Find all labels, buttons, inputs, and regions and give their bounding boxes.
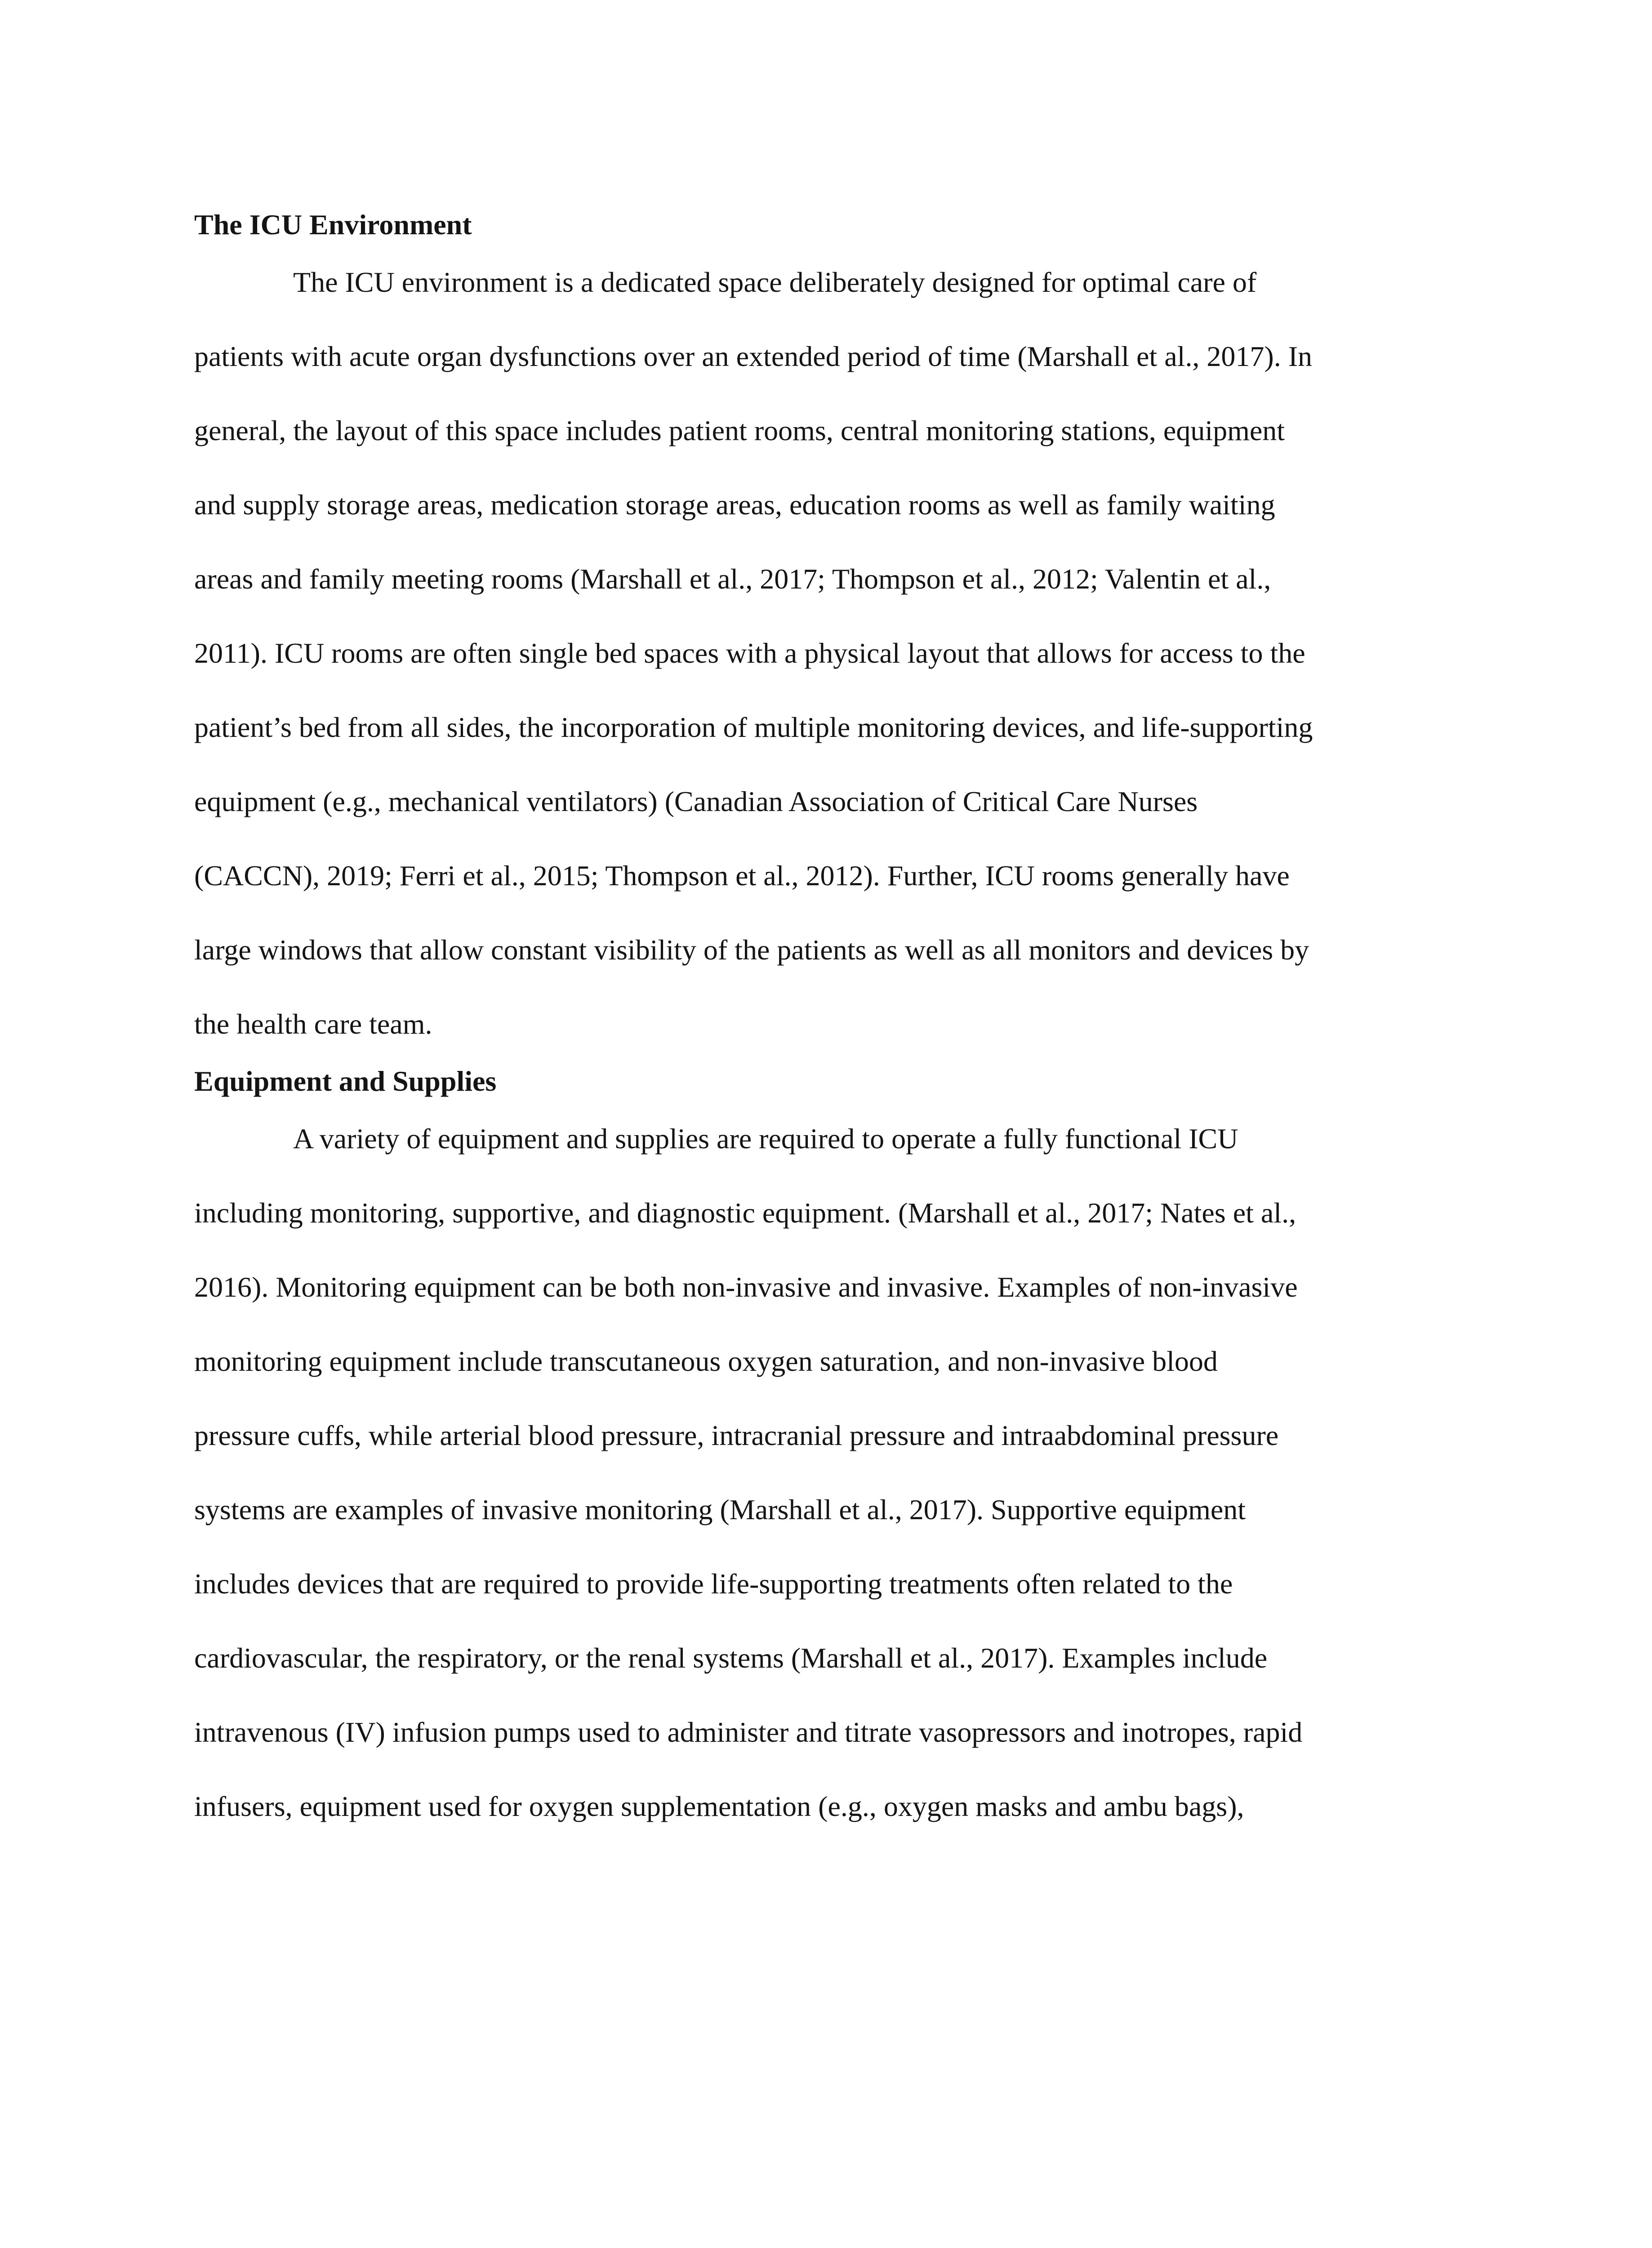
paragraph-line: (CACCN), 2019; Ferri et al., 2015; Thompson et al., 2012). Further, ICU rooms generally have xyxy=(194,860,1290,892)
paragraph-line: patient’s bed from all sides, the incorporation of multiple monitoring devices, and life-supporting xyxy=(194,711,1313,743)
paragraph-line: including monitoring, supportive, and diagnostic equipment. (Marshall et al., 2017; Nates et al., xyxy=(194,1197,1296,1229)
paragraph-line: 2011). ICU rooms are often single bed spaces with a physical layout that allows for access to the xyxy=(194,637,1305,669)
paragraph-line: pressure cuffs, while arterial blood pressure, intracranial pressure and intraabdominal pressure xyxy=(194,1419,1279,1451)
paragraph-line: large windows that allow constant visibility of the patients as well as all monitors and devices by xyxy=(194,934,1309,966)
page-content xyxy=(194,193,1462,1843)
section-heading-icu-environment: The ICU Environment xyxy=(194,209,472,241)
paragraph-line: equipment (e.g., mechanical ventilators) (Canadian Association of Critical Care Nurses xyxy=(194,785,1198,817)
paragraph-line: systems are examples of invasive monitoring (Marshall et al., 2017). Supportive equipment xyxy=(194,1494,1246,1525)
paragraph-line: the health care team. xyxy=(194,1008,432,1040)
paragraph-line: infusers, equipment used for oxygen supplementation (e.g., oxygen masks and ambu bags), xyxy=(194,1790,1244,1822)
paragraph-line: intravenous (IV) infusion pumps used to administer and titrate vasopressors and inotropes, rapid xyxy=(194,1716,1303,1748)
paragraph-line: and supply storage areas, medication storage areas, education rooms as well as family waiting xyxy=(194,489,1275,521)
section-heading-equipment-supplies: Equipment and Supplies xyxy=(194,1065,497,1097)
paragraph-line: includes devices that are required to provide life-supporting treatments often related to the xyxy=(194,1568,1233,1600)
paragraph-line: cardiovascular, the respiratory, or the renal systems (Marshall et al., 2017). Examples include xyxy=(194,1642,1268,1674)
paragraph-line: patients with acute organ dysfunctions over an extended period of time (Marshall et al., 2017). In xyxy=(194,340,1312,372)
paragraph-icu-environment xyxy=(194,245,1462,1061)
paragraph-line: areas and family meeting rooms (Marshall et al., 2017; Thompson et al., 2012; Valentin et al., xyxy=(194,563,1271,595)
paragraph-line: A variety of equipment and supplies are required to operate a fully functional ICU xyxy=(293,1123,1238,1155)
paragraph-line: general, the layout of this space includes patient rooms, central monitoring stations, equipment xyxy=(194,415,1285,446)
paragraph-line: monitoring equipment include transcutaneous oxygen saturation, and non-invasive blood xyxy=(194,1345,1218,1377)
paragraph-line: 2016). Monitoring equipment can be both non-invasive and invasive. Examples of non-invasive xyxy=(194,1271,1298,1303)
paragraph-equipment-supplies xyxy=(194,1102,1462,1843)
paragraph-line: The ICU environment is a dedicated space deliberately designed for optimal care of xyxy=(293,266,1257,298)
